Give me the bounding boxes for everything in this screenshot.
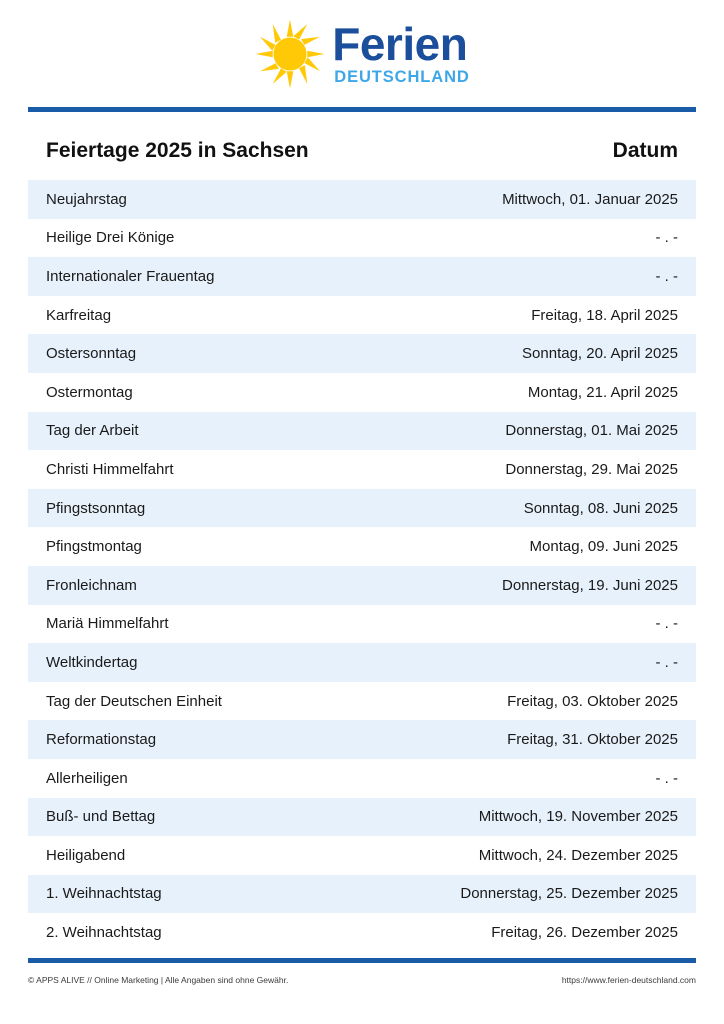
holiday-date: Freitag, 31. Oktober 2025: [507, 731, 678, 749]
table-row: [28, 643, 696, 682]
column-header-date: Datum: [612, 139, 678, 162]
holiday-date: - . -: [655, 653, 678, 671]
holiday-date: Sonntag, 20. April 2025: [522, 345, 678, 363]
holiday-date: Mittwoch, 19. November 2025: [478, 808, 678, 826]
holiday-date: - . -: [655, 229, 678, 247]
holiday-date: - . -: [655, 615, 678, 633]
table-row: [28, 180, 696, 219]
table-row: [28, 373, 696, 412]
holiday-name: Neujahrstag: [46, 190, 127, 208]
table-row: [28, 527, 696, 566]
footer-copyright: © APPS ALIVE // Online Marketing | Alle Angaben sind ohne Gewähr.: [28, 975, 289, 985]
brand-name: Ferien: [332, 17, 468, 70]
holiday-name: Fronleichnam: [46, 576, 137, 594]
table-row: [28, 682, 696, 721]
holiday-name: Reformationstag: [46, 731, 157, 749]
table-body: [28, 180, 696, 952]
footer: [28, 975, 696, 985]
table-row: [28, 450, 696, 489]
holiday-name: Pfingstsonntag: [46, 499, 146, 517]
holiday-name: Mariä Himmelfahrt: [46, 615, 169, 633]
holiday-name: Allerheiligen: [46, 769, 128, 787]
table-row: [28, 759, 696, 798]
page-title: Feiertage 2025 in Sachsen: [46, 139, 309, 162]
top-divider: [28, 107, 696, 112]
holiday-date: Donnerstag, 29. Mai 2025: [505, 460, 678, 478]
table-row: [28, 836, 696, 875]
holiday-date: Mittwoch, 24. Dezember 2025: [478, 846, 678, 864]
footer-website-link[interactable]: https://www.ferien-deutschland.com: [561, 975, 696, 985]
holiday-name: 2. Weihnachtstag: [46, 924, 162, 942]
holiday-name: Heiligabend: [46, 846, 126, 864]
table-row: [28, 913, 696, 952]
bottom-divider: [28, 958, 696, 963]
table-row: [28, 798, 696, 837]
holiday-date: Sonntag, 08. Juni 2025: [523, 499, 678, 517]
holiday-date: Freitag, 26. Dezember 2025: [491, 924, 678, 942]
holidays-table: [28, 122, 696, 952]
table-row: [28, 720, 696, 759]
holiday-date: Freitag, 18. April 2025: [531, 306, 678, 324]
holiday-date: - . -: [655, 769, 678, 787]
holiday-name: Weltkindertag: [46, 653, 138, 671]
table-row: [28, 489, 696, 528]
holiday-date: Montag, 21. April 2025: [527, 383, 678, 401]
table-row: [28, 334, 696, 373]
holiday-name: Internationaler Frauentag: [46, 267, 215, 285]
holiday-name: 1. Weihnachtstag: [46, 885, 162, 903]
holiday-name: Ostermontag: [46, 383, 133, 401]
sun-icon: [254, 18, 326, 90]
table-row: [28, 875, 696, 914]
logo: [254, 18, 469, 90]
wordmark: [332, 17, 470, 86]
holiday-date: Mittwoch, 01. Januar 2025: [502, 190, 678, 208]
table-row: [28, 566, 696, 605]
holiday-name: Heilige Drei Könige: [46, 229, 175, 247]
brand-header: [0, 0, 724, 104]
table-row: [28, 605, 696, 644]
table-row: [28, 219, 696, 258]
brand-subtitle: DEUTSCHLAND: [334, 67, 470, 86]
table-row: [28, 257, 696, 296]
holiday-name: Ostersonntag: [46, 345, 137, 363]
holiday-date: Freitag, 03. Oktober 2025: [507, 692, 678, 710]
table-row: [28, 296, 696, 335]
holiday-date: Montag, 09. Juni 2025: [529, 538, 678, 556]
holiday-name: Tag der Deutschen Einheit: [46, 692, 222, 710]
holiday-name: Tag der Arbeit: [46, 422, 139, 440]
holiday-name: Buß- und Bettag: [46, 808, 156, 826]
holiday-name: Pfingstmontag: [46, 538, 142, 556]
holiday-date: - . -: [655, 267, 678, 285]
holiday-date: Donnerstag, 01. Mai 2025: [505, 422, 678, 440]
holiday-date: Donnerstag, 19. Juni 2025: [502, 576, 678, 594]
table-header-row: [28, 122, 696, 180]
holiday-date: Donnerstag, 25. Dezember 2025: [460, 885, 678, 903]
table-row: [28, 412, 696, 451]
holiday-name: Karfreitag: [46, 306, 112, 324]
holiday-name: Christi Himmelfahrt: [46, 460, 174, 478]
